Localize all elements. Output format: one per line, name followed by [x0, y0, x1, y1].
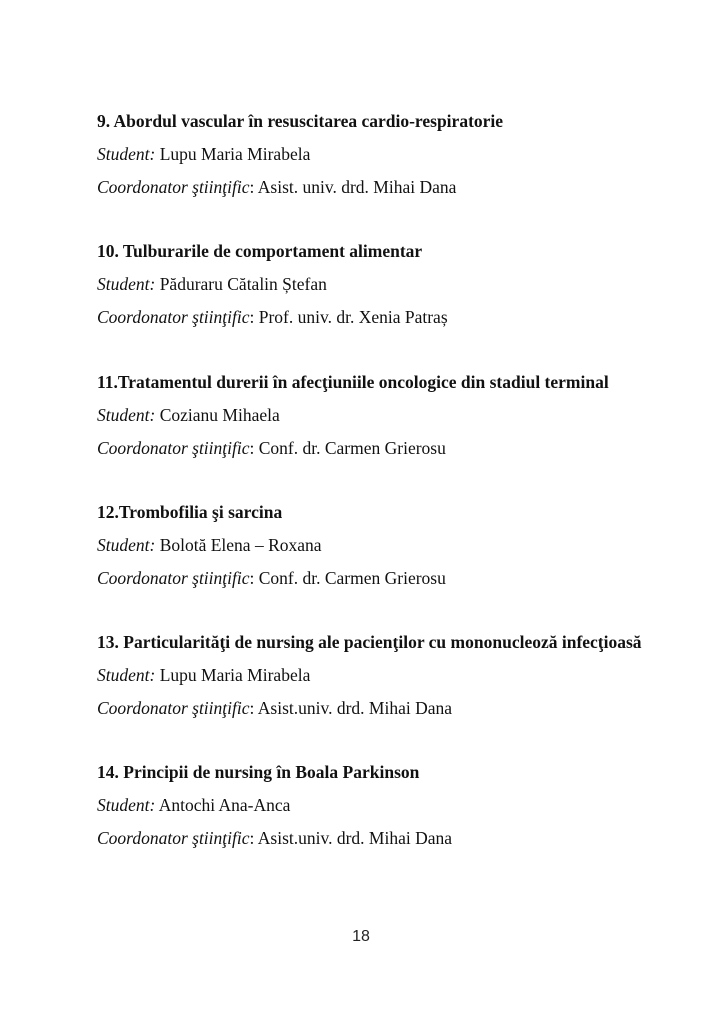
coordinator-line [97, 827, 697, 849]
student-line [97, 404, 697, 426]
entry-13 [97, 631, 697, 719]
student-label: Student: [97, 665, 156, 685]
entry-10 [97, 240, 697, 328]
student-line [97, 534, 697, 556]
student-label: Student: [97, 535, 156, 555]
student-label: Student: [97, 274, 156, 294]
coordinator-label: Coordonator ştiinţific [97, 307, 250, 327]
entry-title: 10. Tulburarile de comportament alimentar [97, 241, 423, 261]
student-name: Lupu Maria Mirabela [155, 144, 311, 164]
coordinator-line [97, 697, 697, 719]
coordinator-label: Coordonator ştiinţific [97, 828, 250, 848]
student-line [97, 794, 697, 816]
coordinator-line [97, 176, 697, 198]
coordinator-label: Coordonator ştiinţific [97, 568, 250, 588]
coordinator-name: : Asist. univ. drd. Mihai Dana [249, 177, 457, 197]
entry-title: 9. Abordul vascular în resuscitarea cardio-respiratorie [97, 111, 504, 131]
student-label: Student: [97, 144, 156, 164]
student-label: Student: [97, 795, 156, 815]
entry-9 [97, 110, 697, 198]
page-number: 18 [352, 928, 370, 945]
student-name: Lupu Maria Mirabela [155, 665, 311, 685]
coordinator-name: : Asist.univ. drd. Mihai Dana [249, 828, 453, 848]
entry-12 [97, 501, 697, 589]
entry-14 [97, 761, 697, 849]
entry-11 [97, 371, 697, 459]
student-name: Păduraru Cătalin Ștefan [155, 274, 327, 294]
entry-title: 13. Particularităţi de nursing ale pacienţilor cu mononucleoză infecţioasă [97, 632, 642, 652]
coordinator-line [97, 437, 697, 459]
coordinator-label: Coordonator ştiinţific [97, 698, 250, 718]
entry-title: 14. Principii de nursing în Boala Parkinson [97, 762, 420, 782]
coordinator-name: : Asist.univ. drd. Mihai Dana [249, 698, 453, 718]
student-name: Antochi Ana-Anca [155, 795, 291, 815]
coordinator-label: Coordonator ştiinţific [97, 177, 250, 197]
student-line [97, 273, 697, 295]
coordinator-name: : Conf. dr. Carmen Grierosu [249, 438, 446, 458]
entry-title: 12.Trombofilia şi sarcina [97, 502, 283, 522]
student-line [97, 664, 697, 686]
entry-title: 11.Tratamentul durerii în afecţiuniile oncologice din stadiul terminal [97, 372, 609, 392]
coordinator-label: Coordonator ştiinţific [97, 438, 250, 458]
coordinator-line [97, 567, 697, 589]
student-label: Student: [97, 405, 156, 425]
coordinator-line [97, 306, 697, 328]
coordinator-name: : Conf. dr. Carmen Grierosu [249, 568, 446, 588]
coordinator-name: : Prof. univ. dr. Xenia Patraș [249, 307, 448, 327]
student-name: Cozianu Mihaela [155, 405, 280, 425]
student-line [97, 143, 697, 165]
student-name: Bolotă Elena – Roxana [155, 535, 322, 555]
